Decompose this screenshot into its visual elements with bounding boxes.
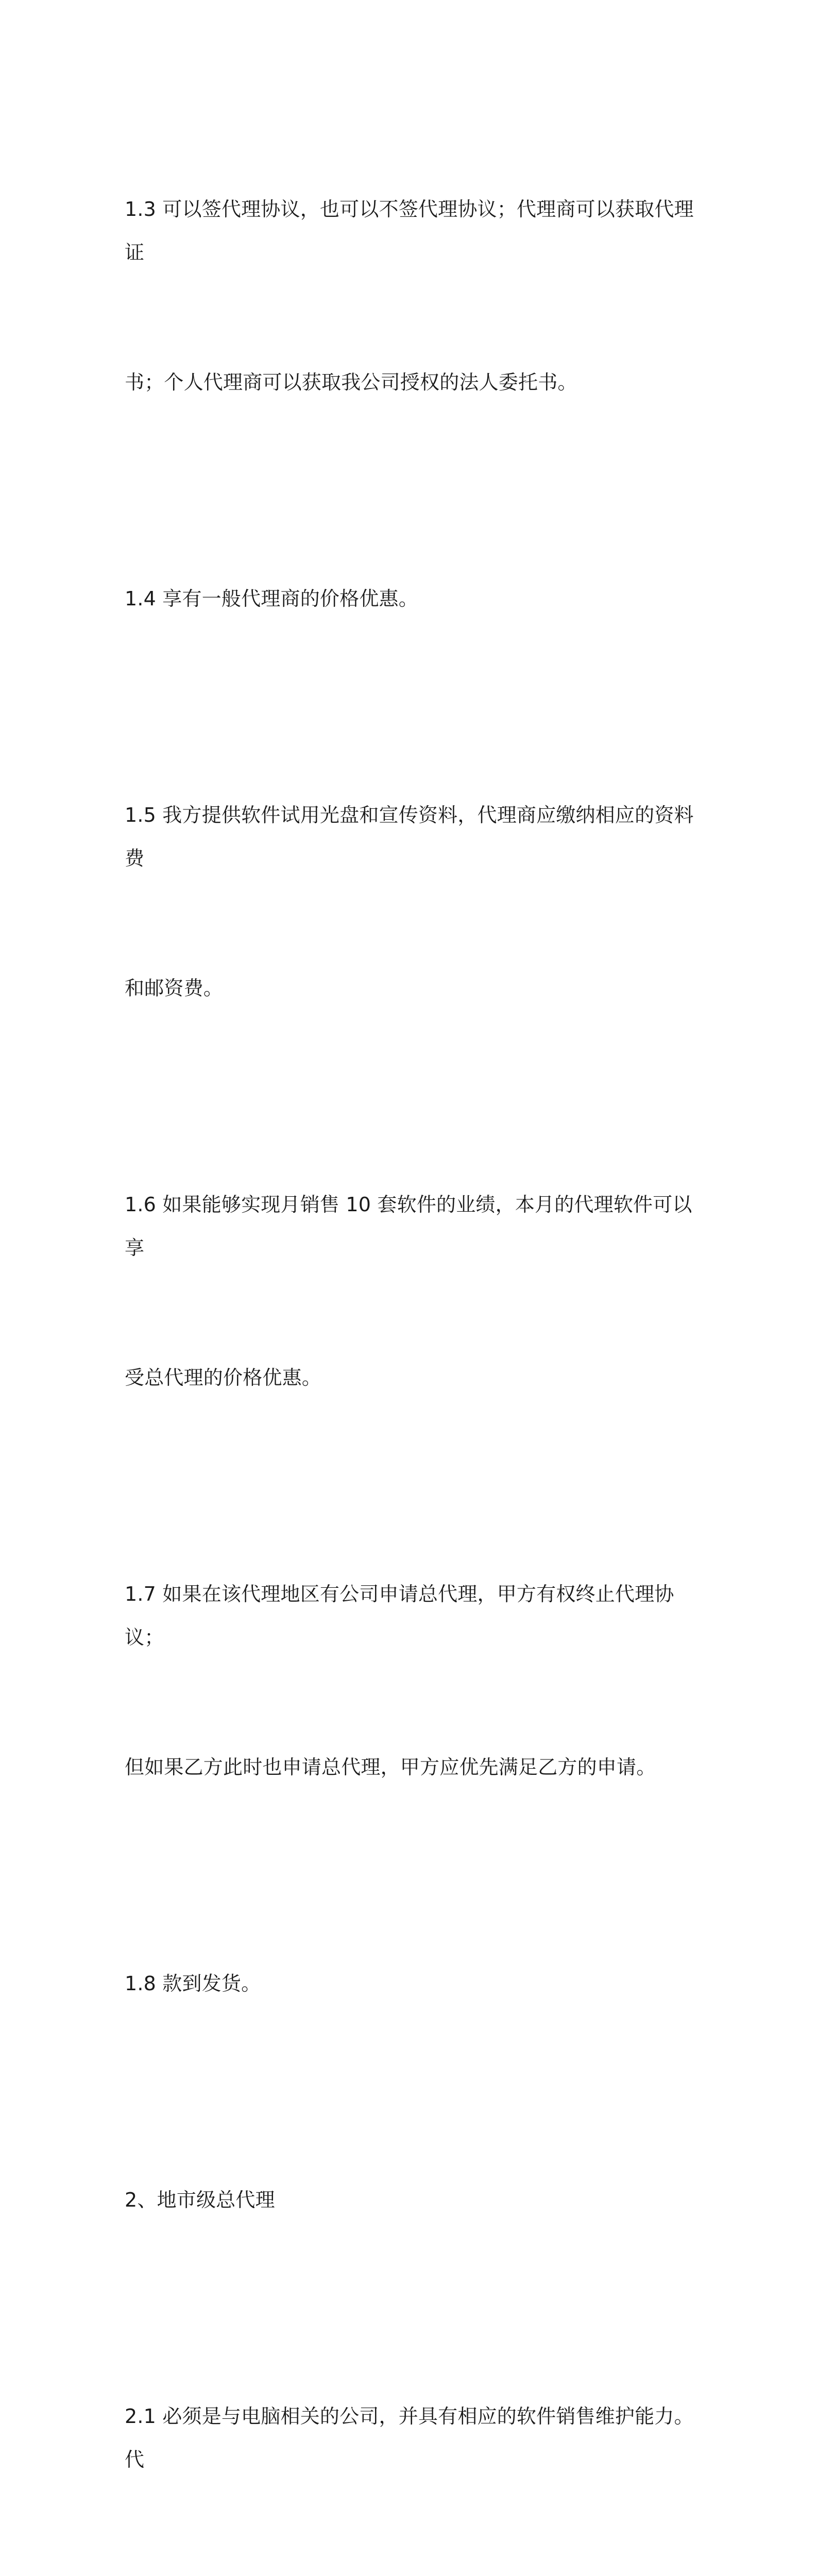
paragraph-1-5 [125,707,702,1096]
paragraph-line: 1.3 可以签代理协议，也可以不签代理协议；代理商可以获取代理证 [125,198,694,264]
section-heading-2 [125,2092,702,2308]
paragraph-1-4 [125,490,702,707]
paragraph-line: 和邮资费。 [125,977,224,999]
paragraph-line: 书；个人代理商可以获取我公司授权的法人委托书。 [125,371,577,394]
paragraph-line: 1.7 如果在该代理地区有公司申请总代理，甲方有权终止代理协议； [125,1583,674,1649]
paragraph-line [125,2568,702,2576]
paragraph-line: 1.8 款到发货。 [125,1972,261,1995]
section-heading: 2、地市级总代理 [125,2189,275,2211]
paragraph-1-6 [125,1096,702,1486]
paragraph-2-1 [125,2308,702,2576]
paragraph-line: 1.5 我方提供软件试用光盘和宣传资料，代理商应缴纳相应的资料费 [125,804,694,870]
paragraph-line: 1.6 如果能够实现月销售 10 套软件的业绩，本月的代理软件可以享 [125,1193,692,1259]
paragraph-1-7 [125,1486,702,1875]
document-body [125,101,702,2576]
paragraph-1-8 [125,1875,702,2092]
paragraph-line: 1.4 享有一般代理商的价格优惠。 [125,587,418,610]
paragraph-line: 受总代理的价格优惠。 [125,1366,322,1389]
paragraph-line: 2.1 必须是与电脑相关的公司，并具有相应的软件销售维护能力。代 [125,2405,694,2471]
paragraph-line: 但如果乙方此时也申请总代理，甲方应优先满足乙方的申请。 [125,1756,656,1778]
paragraph-1-3 [125,101,702,490]
